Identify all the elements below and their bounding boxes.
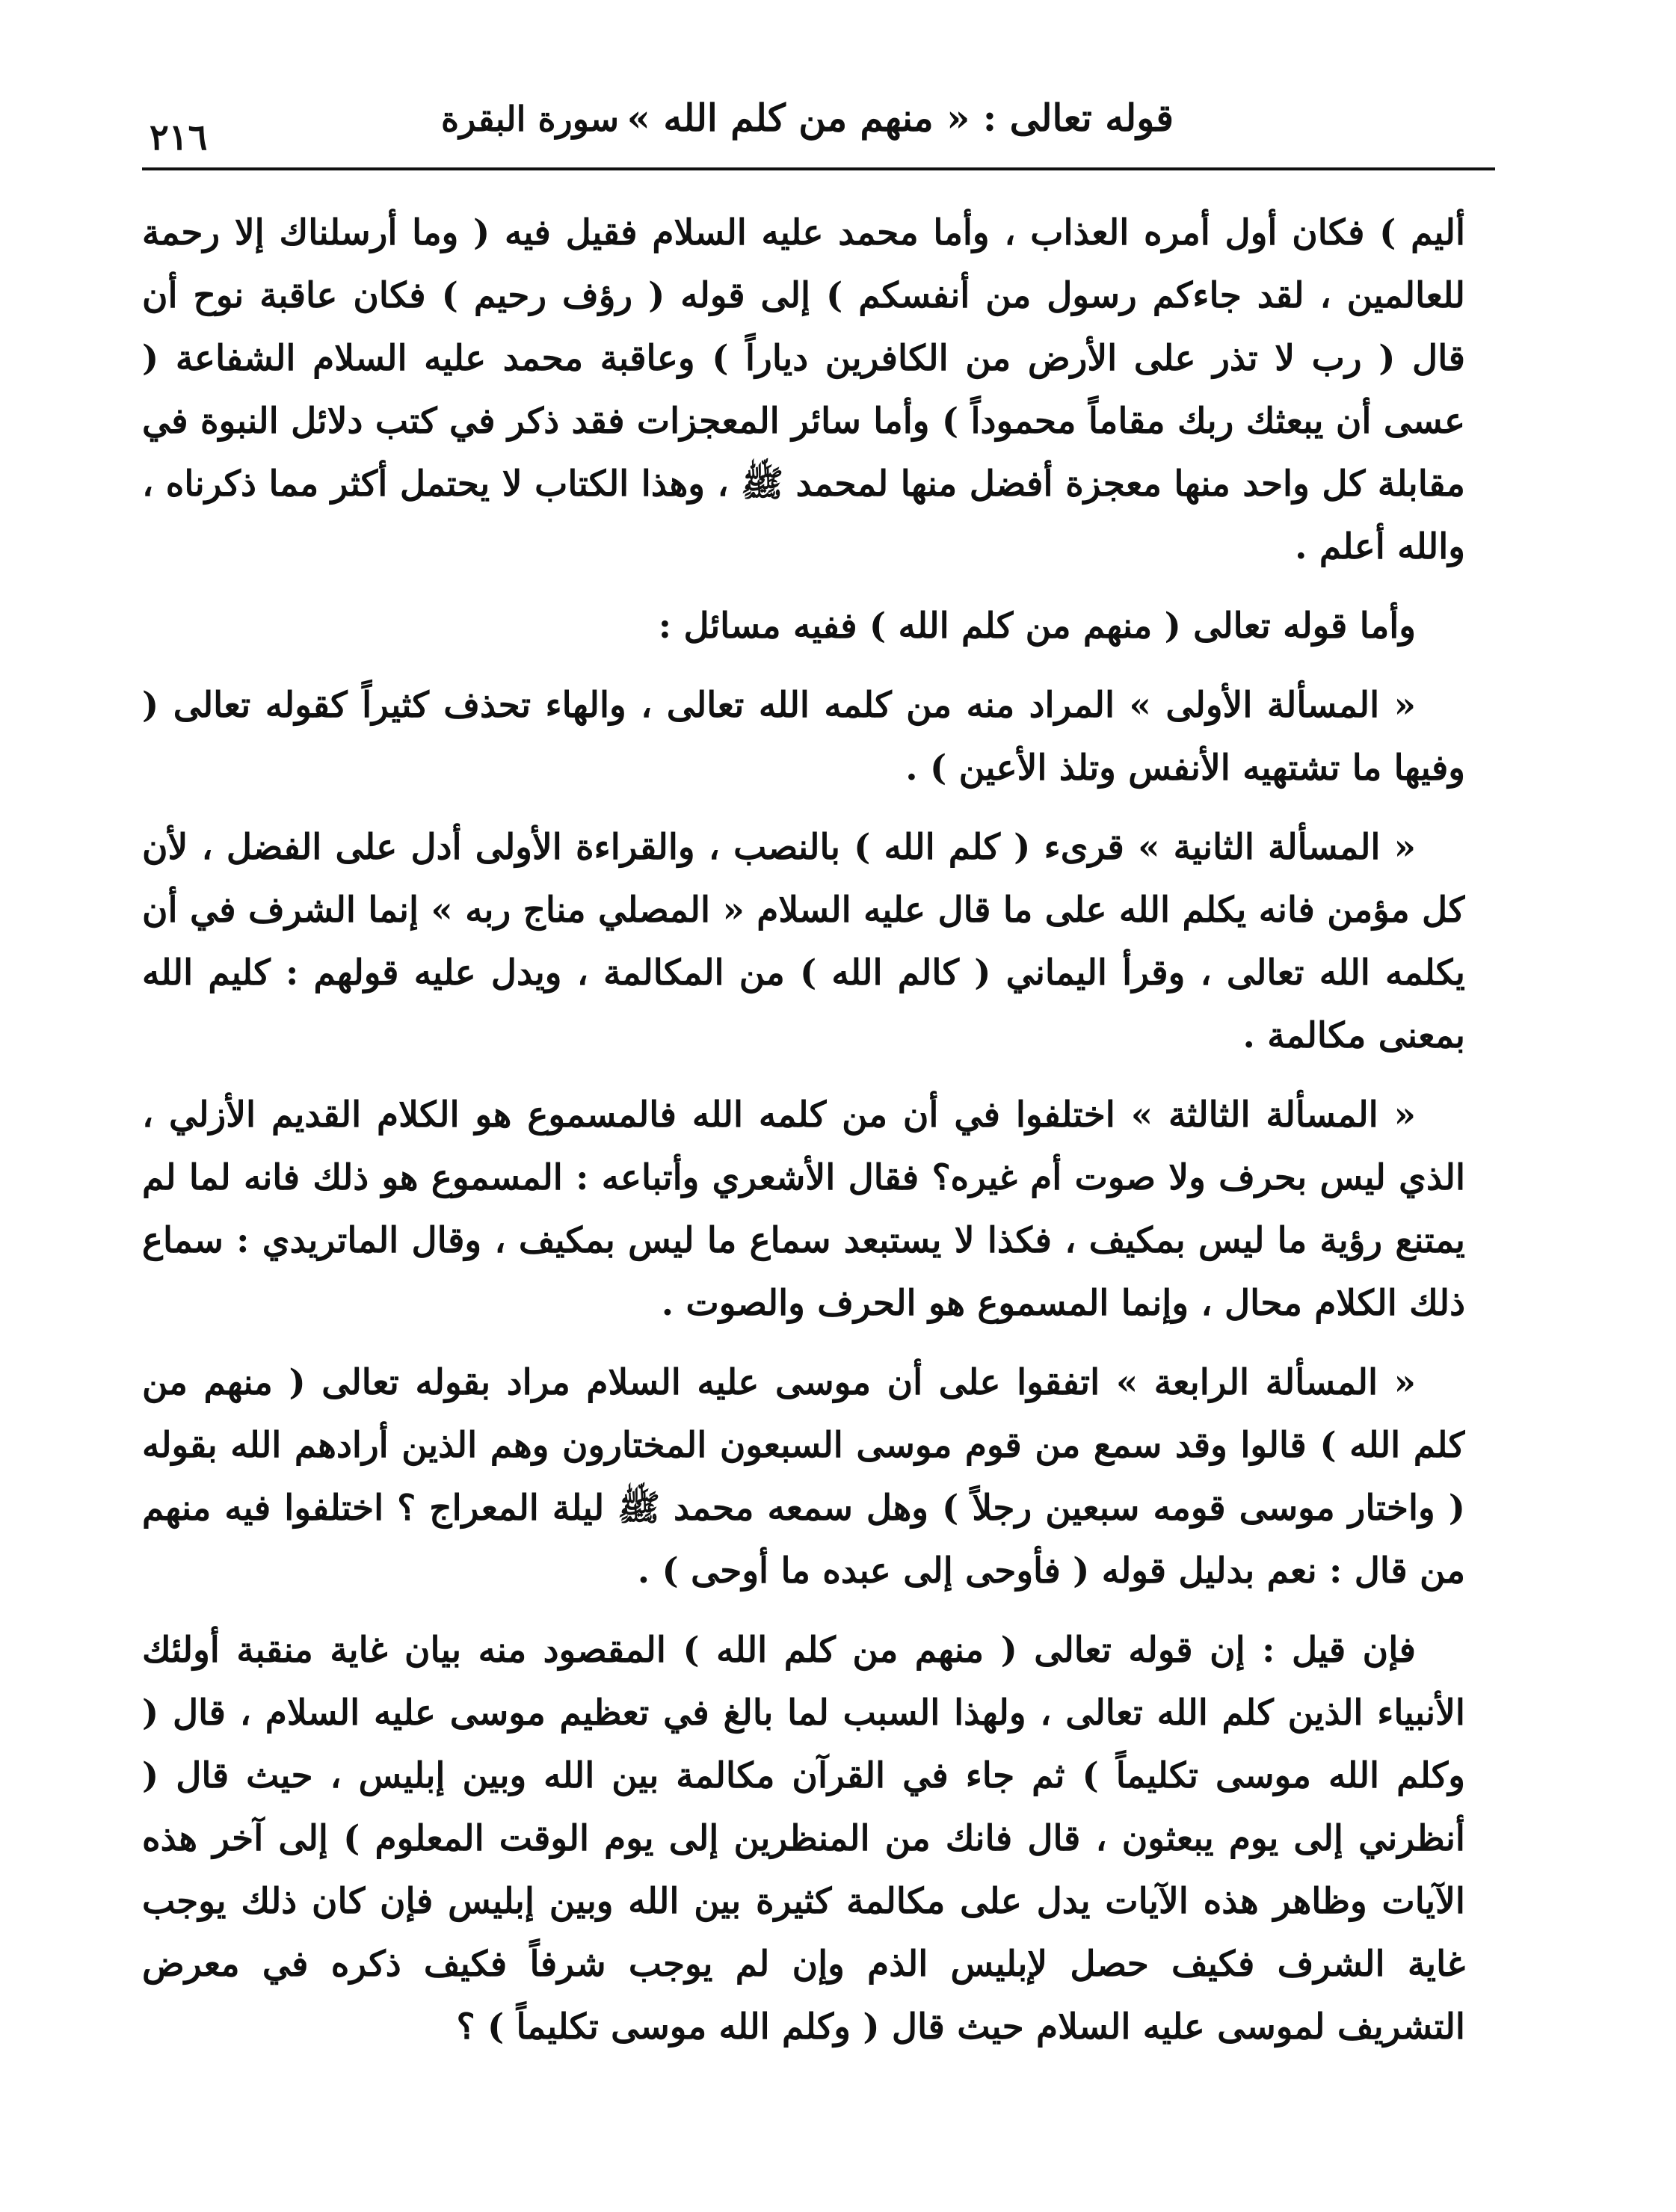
- paragraph-text: قرىء ( كلم الله ) بالنصب ، والقراءة الأولى أدل على الفضل ، لأن كل مؤمن فانه يكلم الله على ما قال عليه السلام « المصلي مناج ربه » إنما الشرف في أن يكلمه الله تعالى ، وقرأ اليماني ( كالم الله ) من المكالمة ، ويدل عليه قولهم : كليم الله بمعنى مكالمة .: [142, 827, 1465, 1056]
- paragraph-text: اختلفوا في أن من كلمه الله فالمسموع هو الكلام القديم الأزلي ، الذي ليس بحرف ولا صوت أم غيره؟ فقال الأشعري وأتباعه : المسموع هو ذلك فانه لما لم يمتنع رؤية ما ليس بمكيف ، فكذا لا يستبعد سماع ما ليس بمكيف ، وقال الماتريدي : سماع ذلك الكلام محال ، وإنما المسموع هو الحرف والصوت .: [142, 1094, 1465, 1324]
- issue-paragraph: [142, 674, 1465, 800]
- paragraph: [142, 1619, 1465, 2059]
- paragraph-text: المراد منه من كلمه الله تعالى ، والهاء تحذف كثيراً كقوله تعالى ( وفيها ما تشتهيه الأنفس وتلذ الأعين ) .: [142, 685, 1465, 789]
- page-header: [142, 88, 1495, 170]
- issue-title: « المسألة الثانية »: [1138, 827, 1417, 868]
- issue-title: « المسألة الثالثة »: [1130, 1094, 1416, 1136]
- page-body: [142, 202, 1465, 2168]
- paragraph: [142, 595, 1465, 658]
- issue-paragraph: [142, 1352, 1465, 1603]
- surah-name: سورة البقرة: [441, 99, 620, 139]
- paragraph-text: اتفقوا على أن موسى عليه السلام مراد بقوله تعالى ( منهم من كلم الله ) قالوا وقد سمع من قوم موسى السبعون المختارون وهم الذين أرادهم الله بقوله ( واختار موسى قومه سبعين رجلاً ) وهل سمعه محمد ﷺ ليلة المعراج ؟ اختلفوا فيه منهم من قال : نعم بدليل قوله ( فأوحى إلى عبده ما أوحى ) .: [142, 1362, 1465, 1592]
- issue-paragraph: [142, 1084, 1465, 1335]
- issue-paragraph: [142, 816, 1465, 1068]
- paragraph-text: أليم ) فكان أول أمره العذاب ، وأما محمد عليه السلام فقيل فيه ( وما أرسلناك إلا رحمة للعالمين ، لقد جاءكم رسول من أنفسكم ) إلى قوله ( رؤف رحيم ) فكان عاقبة نوح أن قال ( رب لا تذر على الأرض من الكافرين دياراً ) وعاقبة محمد عليه السلام الشفاعة ( عسى أن يبعثك ربك مقاماً محموداً ) وأما سائر المعجزات فقد ذكر في كتب دلائل النبوة في مقابلة كل واحد منها معجزة أفضل منها لمحمد ﷺ ، وهذا الكتاب لا يحتمل أكثر مما ذكرناه ، والله أعلم .: [142, 212, 1465, 567]
- page-number: ٢١٦: [150, 117, 208, 158]
- running-title: قوله تعالى : « منهم من كلم الله »: [626, 96, 1174, 140]
- issue-title: « المسألة الرابعة »: [1115, 1362, 1416, 1403]
- paragraph-text: وأما قوله تعالى ( منهم من كلم الله ) ففيه مسائل :: [658, 606, 1416, 647]
- paragraph-text: فإن قيل : إن قوله تعالى ( منهم من كلم الله ) المقصود منه بيان غاية منقبة أولئك الأنبياء الذين كلم الله تعالى ، ولهذا السبب لما بالغ في تعظيم موسى عليه السلام ، قال ( وكلم الله موسى تكليماً ) ثم جاء في القرآن مكالمة بين الله وبين إبليس ، حيث قال ( أنظرني إلى يوم يبعثون ، قال فانك من المنظرين إلى يوم الوقت المعلوم ) إلى آخر هذه الآيات وظاهر هذه الآيات يدل على مكالمة كثيرة بين الله وبين إبليس فإن كان ذلك يوجب غاية الشرف فكيف حصل لإبليس الذم وإن لم يوجب شرفاً فكيف ذكره في معرض التشريف لموسى عليه السلام حيث قال ( وكلم الله موسى تكليماً ) ؟: [142, 1630, 1465, 2048]
- issue-title: « المسألة الأولى »: [1129, 685, 1416, 726]
- header-divider: [142, 167, 1495, 170]
- paragraph: [142, 202, 1465, 579]
